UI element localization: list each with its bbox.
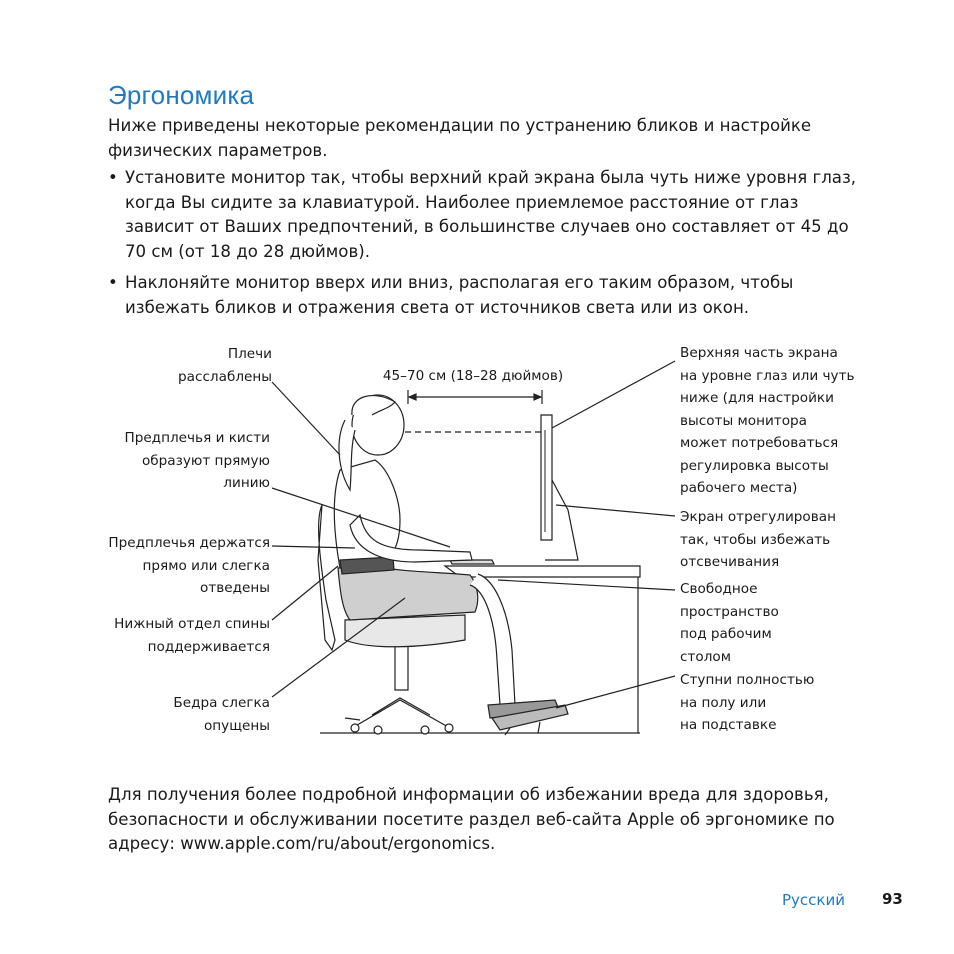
label-line: столом — [680, 648, 731, 665]
label-thighs — [60, 692, 270, 737]
chair-back — [318, 505, 335, 650]
monitor-screen — [541, 415, 552, 540]
label-line: Ступни полностью — [680, 672, 815, 688]
label-line: пространство — [680, 603, 779, 620]
label-feet — [680, 669, 910, 737]
label-clearance — [680, 578, 910, 668]
label-line: Предплечья держатся — [108, 535, 270, 551]
label-lower-back — [60, 613, 270, 658]
label-line: на уровне глаз или чуть — [680, 367, 855, 384]
label-line: отведены — [200, 580, 270, 596]
label-line: Бедра слегка — [173, 695, 270, 711]
distance-label: 45–70 см (18–28 дюймов) — [382, 368, 564, 384]
label-line: на подставке — [680, 717, 777, 733]
bullet-icon: • — [108, 168, 118, 187]
label-line: может потребоваться — [680, 435, 839, 451]
label-line: опущены — [203, 717, 270, 734]
label-shoulders — [60, 343, 272, 388]
label-line: расслаблены — [178, 368, 272, 385]
label-line: поддерживается — [147, 638, 270, 655]
label-line: Свободное — [680, 581, 758, 597]
bullet-text: Установите монитор так, чтобы верхний край экрана была чуть ниже уровня глаз, когда Вы сидите за клавиатурой. Наиболее приемлемое расстояние от глаз зависит от Ваших предпочтений, в большинстве случаев оно составляет от 45 до 70 см (от 18 до 28 дюймов). — [125, 168, 857, 261]
label-forearms-wrists — [60, 427, 270, 495]
label-line: Экран отрегулирован — [680, 509, 836, 525]
label-forearms-level — [60, 532, 270, 600]
label-line: Нижный отдел спины — [114, 616, 270, 632]
label-line: рабочего места) — [680, 480, 798, 496]
desk-top — [445, 566, 640, 577]
label-line: Верхняя часть экрана — [680, 345, 838, 361]
label-line: Плечи — [227, 346, 272, 362]
bullet-text: Наклоняйте монитор вверх или вниз, располагая его таким образом, чтобы избежать бликов и отражения света от источников света или из окон. — [125, 273, 794, 317]
chair-column — [395, 640, 408, 690]
label-line: так, чтобы избежать — [680, 531, 831, 548]
page-title: Эргономика — [108, 80, 255, 110]
more-info-paragraph: Для получения более подробной информации об избежании вреда для здоровья, безопасности и обслуживании посетите раздел веб-сайта Apple об эргономике по адресу: www.apple.com/ru/about/ergonomics. — [108, 785, 835, 853]
footer-language: Русский — [782, 891, 845, 909]
label-line: прямо или слегка — [142, 557, 270, 574]
label-line: регулировка высоты — [680, 457, 829, 474]
label-line: на полу или — [680, 694, 767, 711]
label-line: отсвечивания — [680, 554, 780, 570]
page-number: 93 — [882, 890, 903, 908]
chair-base — [345, 698, 450, 728]
label-line: ниже (для настройки — [680, 390, 834, 406]
bullet-icon: • — [108, 273, 118, 292]
intro-paragraph: Ниже приведены некоторые рекомендации по устранению бликов и настройке физических параметров. — [108, 116, 812, 160]
label-line: образуют прямую — [141, 452, 270, 469]
label-line: линию — [223, 475, 270, 491]
label-line: Предплечья и кисти — [124, 430, 270, 446]
label-line: высоты монитора — [680, 412, 807, 429]
skirt — [338, 566, 478, 620]
label-screen-top — [680, 342, 910, 500]
label-line: под рабочим — [680, 626, 772, 642]
label-screen-glare — [680, 506, 910, 574]
